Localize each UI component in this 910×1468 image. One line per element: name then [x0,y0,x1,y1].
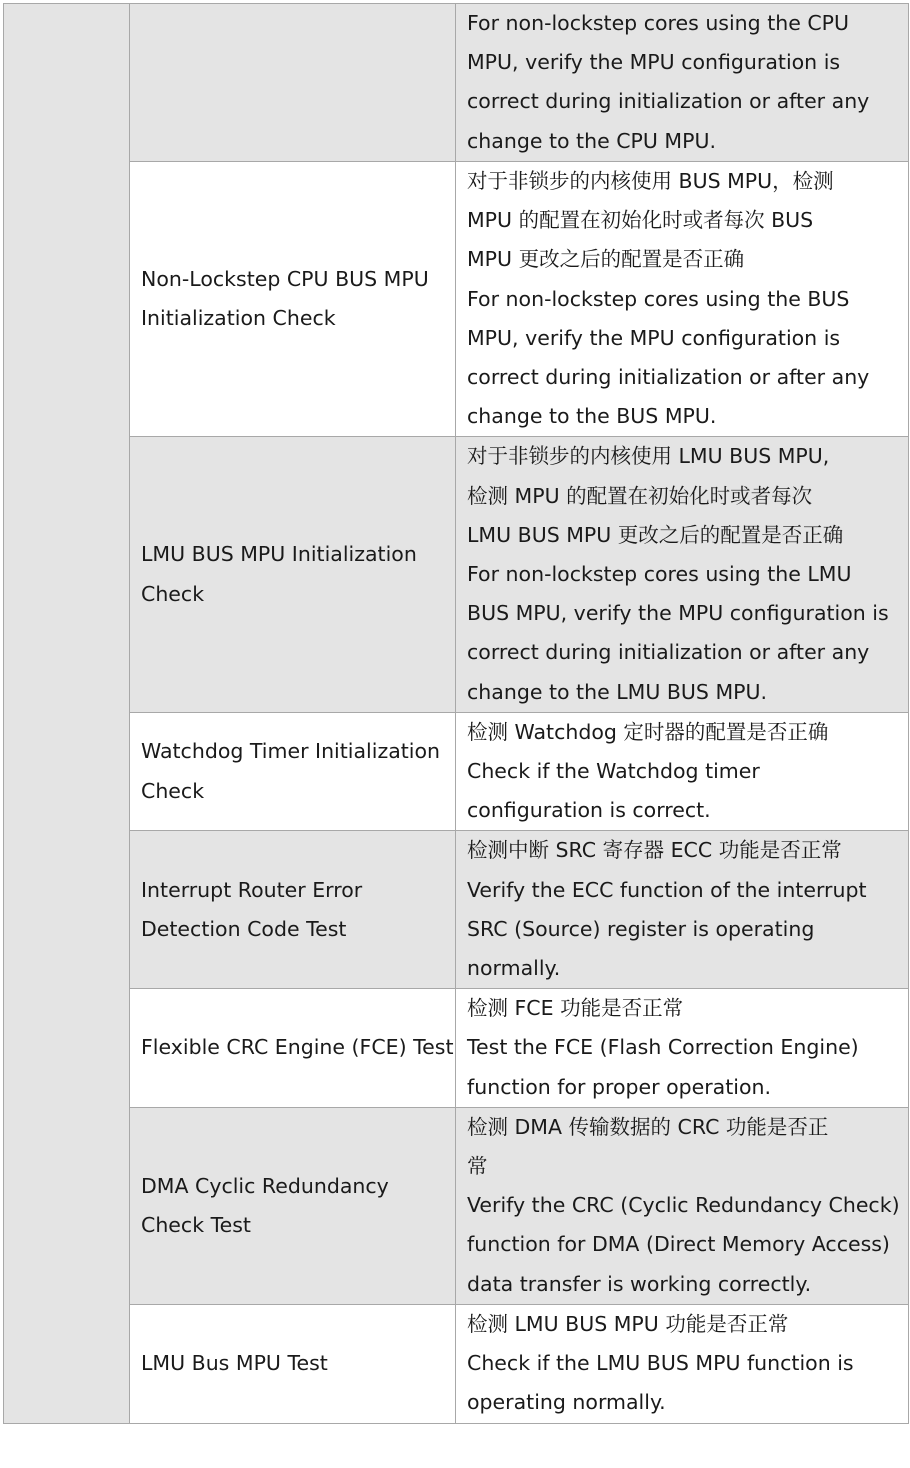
safety-mechanism-table [3,3,909,1424]
mechanism-name-cell: Flexible CRC Engine (FCE) Test [130,989,456,1108]
mechanism-desc-cell: 检测 DMA 传输数据的 CRC 功能是否正 常 Verify the CRC (Cyclic Redundancy Check) function for DMA (Direct Memory Access) data transfer is working correctly. [456,1107,909,1304]
mechanism-name-cell: DMA Cyclic Redundancy Check Test [130,1107,456,1304]
table-row [4,831,909,989]
mechanism-desc-cell: 对于非锁步的内核使用 BUS MPU，检测 MPU 的配置在初始化时或者每次 BUS MPU 更改之后的配置是否正确 For non-lockstep cores using the BUS MPU, verify the MPU configuration is correct during initialization or after any change to the BUS MPU. [456,162,909,437]
mechanism-desc-cell: 检测中断 SRC 寄存器 ECC 功能是否正常 Verify the ECC function of the interrupt SRC (Source) register is operating normally. [456,831,909,989]
table-row [4,4,909,162]
mechanism-desc-cell: 检测 Watchdog 定时器的配置是否正确 Check if the Watchdog timer configuration is correct. [456,712,909,831]
table-row [4,989,909,1108]
table-row [4,437,909,712]
mechanism-desc-cell: 检测 LMU BUS MPU 功能是否正常 Check if the LMU BUS MPU function is operating normally. [456,1304,909,1423]
mechanism-name-cell: LMU Bus MPU Test [130,1304,456,1423]
mechanism-name-cell: Interrupt Router Error Detection Code Test [130,831,456,989]
mechanism-desc-cell: For non-lockstep cores using the CPU MPU, verify the MPU configuration is correct during initialization or after any change to the CPU MPU. [456,4,909,162]
mechanism-desc-cell: 检测 FCE 功能是否正常 Test the FCE (Flash Correction Engine) function for proper operation. [456,989,909,1108]
mechanism-name-cell: Non-Lockstep CPU BUS MPU Initialization Check [130,162,456,437]
mechanism-desc-cell: 对于非锁步的内核使用 LMU BUS MPU, 检测 MPU 的配置在初始化时或者每次 LMU BUS MPU 更改之后的配置是否正确 For non-lockstep cores using the LMU BUS MPU, verify the MPU configuration is correct during initialization or after any change to the LMU BUS MPU. [456,437,909,712]
category-cell [4,4,130,1424]
table-row [4,1107,909,1304]
mechanism-name-cell: Watchdog Timer Initialization Check [130,712,456,831]
table-row [4,712,909,831]
table-row [4,162,909,437]
mechanism-name-cell [130,4,456,162]
mechanism-name-cell: LMU BUS MPU Initialization Check [130,437,456,712]
table-row [4,1304,909,1423]
